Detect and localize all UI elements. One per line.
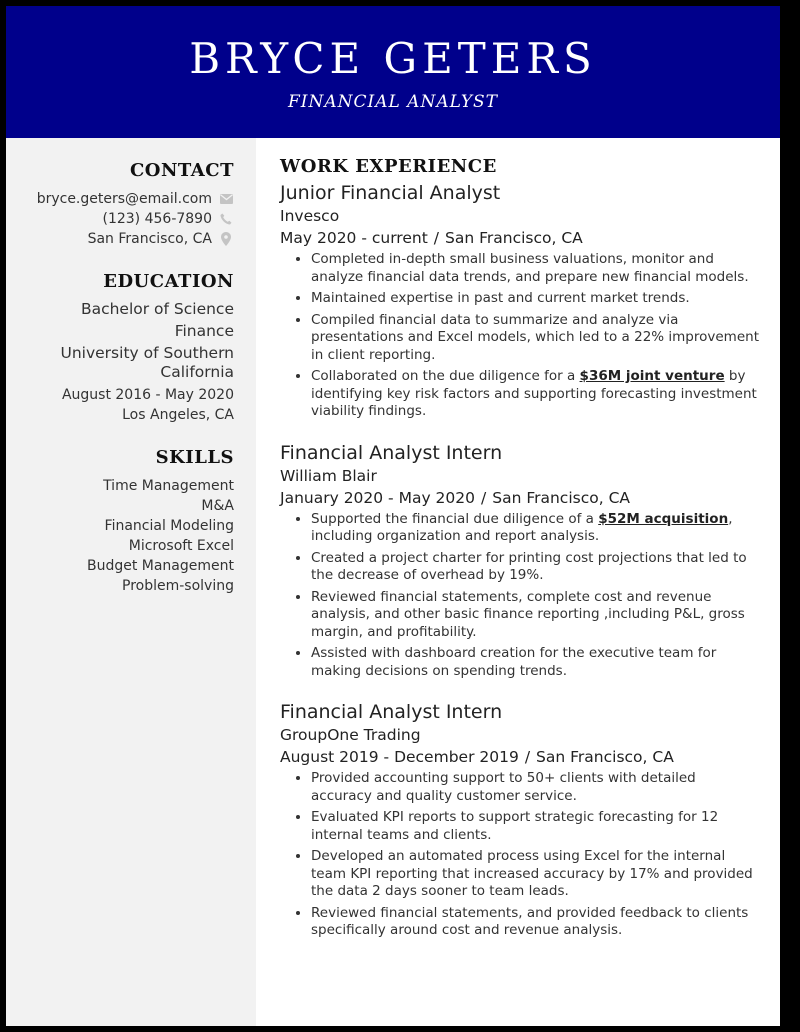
education-degree: Bachelor of Science [80, 300, 234, 318]
job-company: GroupOne Trading [280, 726, 421, 744]
meta-separator: / [433, 229, 440, 247]
education-heading: EDUCATION [103, 271, 234, 292]
skill-item: Budget Management [86, 558, 234, 574]
job-location: San Francisco, CA [445, 229, 583, 247]
sidebar [6, 138, 256, 1026]
education-dates: August 2016 - May 2020 [61, 387, 234, 403]
job-title: Junior Financial Analyst [280, 182, 501, 204]
contact-phone-row [14, 209, 234, 229]
location-pin-icon [218, 232, 234, 246]
education-school: University of Southern California [60, 344, 234, 381]
bullet-item: • Created a project charter for printing cost projections that led to the decrease of overhead by 19%. [311, 550, 760, 585]
job-bullets [280, 770, 760, 940]
contact-phone: (123) 456-7890 [102, 211, 212, 227]
bullet-text: by identifying key risk factors and supporting forecasting investment viability findings. [311, 368, 757, 419]
contact-email[interactable]: bryce.geters@email.com [36, 191, 212, 207]
bullet-item: • Provided accounting support to 50+ clients with detailed accuracy and quality customer service. [311, 770, 760, 805]
skill-item: Microsoft Excel [128, 538, 234, 554]
meta-separator: / [524, 748, 531, 766]
job-entry [280, 441, 760, 681]
bullet-item: • Maintained expertise in past and current market trends. [311, 290, 760, 308]
skill-item: Problem-solving [122, 578, 234, 594]
skill-item: Time Management [103, 478, 234, 494]
experience-heading: WORK EXPERIENCE [280, 156, 497, 177]
job-company: Invesco [280, 207, 340, 225]
envelope-icon [218, 194, 234, 204]
bullet-text: Supported the financial due diligence of a [311, 510, 599, 527]
contact-heading: CONTACT [129, 160, 234, 181]
bullet-item [311, 511, 760, 546]
bullet-item: • Completed in-depth small business valuations, monitor and analyze financial data trends, and prepare new financial models. [311, 251, 760, 286]
job-location: San Francisco, CA [536, 748, 674, 766]
job-meta [280, 746, 760, 768]
job-bullets [280, 511, 760, 681]
job-dates: August 2019 - December 2019 [280, 748, 519, 766]
resume-page [6, 6, 780, 1026]
job-entry [280, 181, 760, 421]
bullet-item: • Reviewed financial statements, complete cost and revenue analysis, and other basic finance reporting ,including P&L, gross margin, and profitability. [311, 589, 760, 642]
contact-email-row [14, 189, 234, 209]
job-bullets [280, 251, 760, 421]
candidate-title: FINANCIAL ANALYST [287, 92, 499, 112]
job-meta [280, 227, 760, 249]
skill-item: Financial Modeling [104, 518, 234, 534]
job-company: William Blair [280, 466, 377, 485]
highlight-link[interactable]: $52M acquisition [598, 510, 729, 527]
job-meta [280, 487, 760, 509]
skills-heading: SKILLS [155, 447, 234, 468]
job-entry [280, 700, 760, 940]
bullet-item [311, 368, 760, 421]
education-location: Los Angeles, CA [122, 407, 234, 423]
job-dates: May 2020 - current [280, 229, 428, 247]
main-content [280, 156, 760, 960]
bullet-item: • Developed an automated process using Excel for the internal team KPI reporting that increased accuracy by 17% and provided the data 2 days sooner to team leads. [311, 848, 760, 901]
bullet-text: , including organization and report analysis. [311, 510, 733, 544]
highlight-link[interactable]: $36M joint venture [579, 368, 725, 384]
bullet-text: Collaborated on the due diligence for a [311, 368, 580, 384]
bullet-item: • Reviewed financial statements, and provided feedback to clients specifically around cost and revenue analysis. [311, 905, 760, 940]
meta-separator: / [481, 488, 487, 507]
contact-location-row [14, 229, 234, 249]
skill-item: M&A [201, 498, 234, 514]
job-dates: January 2020 - May 2020 [280, 488, 475, 507]
bullet-item: • Compiled financial data to summarize and analyze via presentations and Excel models, which led to a 22% improvement in client reporting. [311, 312, 760, 365]
candidate-name: BRYCE GETERS [189, 34, 597, 83]
bullet-item: • Evaluated KPI reports to support strategic forecasting for 12 internal teams and clients. [311, 809, 760, 844]
job-title: Financial Analyst Intern [280, 701, 503, 723]
phone-icon [218, 213, 234, 225]
contact-location: San Francisco, CA [87, 231, 212, 247]
bullet-item: • Assisted with dashboard creation for the executive team for making decisions on spending trends. [311, 645, 760, 680]
job-location: San Francisco, CA [492, 488, 630, 507]
job-list [280, 181, 760, 940]
education-major: Finance [174, 322, 234, 340]
job-title: Financial Analyst Intern [280, 441, 503, 464]
resume-header [6, 6, 780, 138]
